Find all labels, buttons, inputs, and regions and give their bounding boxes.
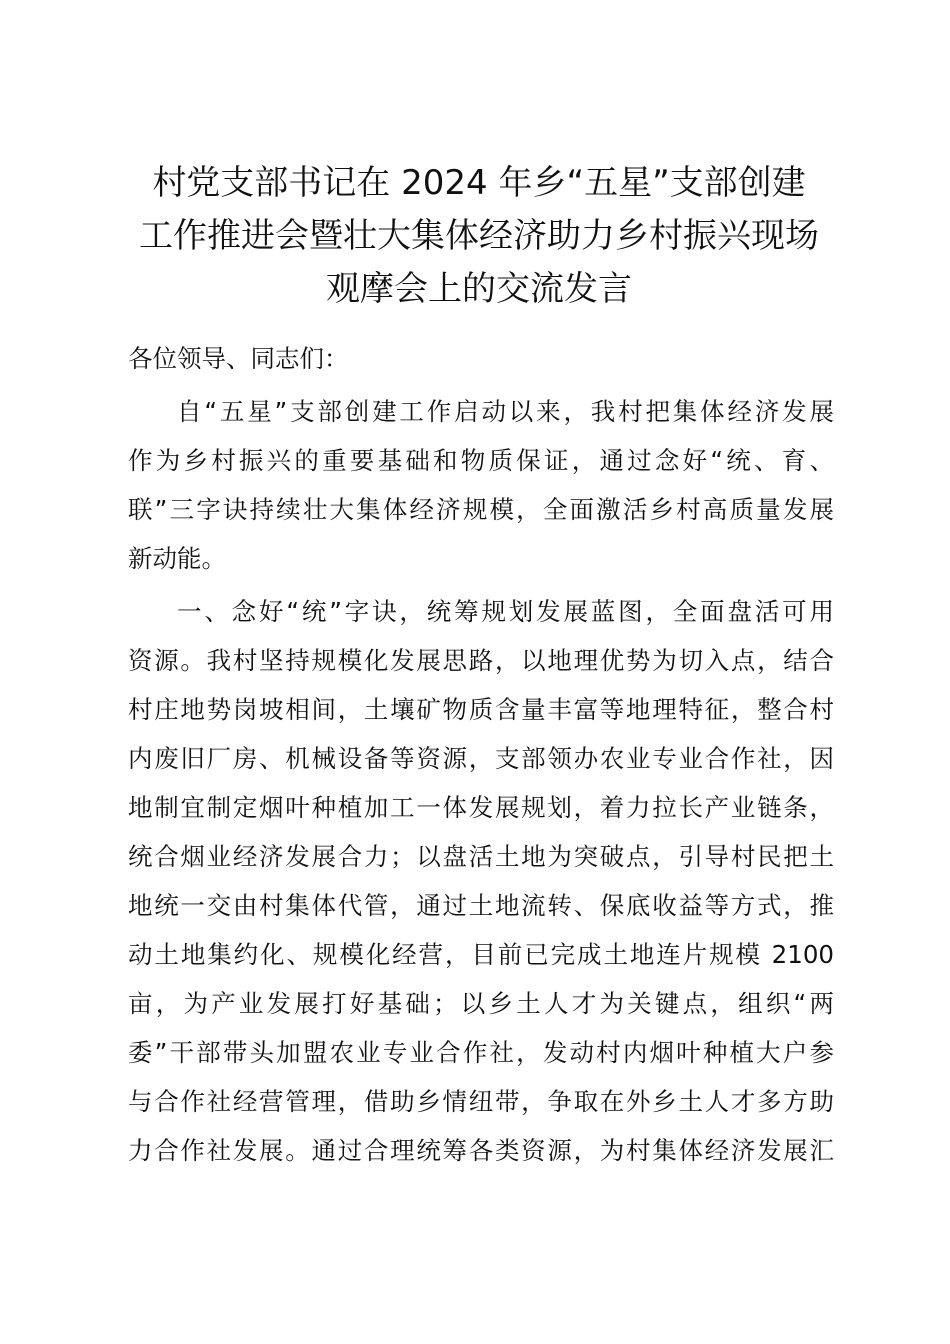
paragraph-line: 资源。我村坚持规模化发展思路，以地理优势为切入点，结合 xyxy=(128,646,834,675)
paragraph-line: 内废旧厂房、机械设备等资源，支部领办农业专业合作社，因 xyxy=(128,744,834,773)
title-line-3: 观摩会上的交流发言 xyxy=(326,269,632,309)
paragraph-line: 统合烟业经济发展合力；以盘活土地为突破点，引导村民把土 xyxy=(128,842,834,871)
paragraph-line: 地统一交由村集体代管，通过土地流转、保底收益等方式，推 xyxy=(128,891,834,920)
document-title xyxy=(120,157,838,316)
paragraph-line: 联”三字诀持续壮大集体经济规模，全面激活乡村高质量发展 xyxy=(128,495,834,524)
document-body xyxy=(128,334,834,1175)
paragraph-line: 作为乡村振兴的重要基础和物质保证，通过念好“统、育、 xyxy=(128,446,834,475)
paragraph-line: 地制宜制定烟叶种植加工一体发展规划，着力拉长产业链条， xyxy=(128,793,834,822)
paragraph-line: 一、念好“统”字诀，统筹规划发展蓝图，全面盘活可用 xyxy=(177,597,834,626)
paragraph-line: 村庄地势岗坡相间，土壤矿物质含量丰富等地理特征，整合村 xyxy=(128,695,834,724)
paragraph-line: 自“五星”支部创建工作启动以来，我村把集体经济发展 xyxy=(177,397,834,426)
title-line-1: 村党支部书记在 2024 年乡“五星”支部创建 xyxy=(152,163,806,203)
title-line-2: 工作推进会暨壮大集体经济助力乡村振兴现场 xyxy=(139,216,819,256)
paragraph-line: 新动能。 xyxy=(128,544,226,573)
paragraph-line: 与合作社经营管理，借助乡情纽带，争取在外乡土人才多方助 xyxy=(128,1087,834,1116)
paragraph-line: 委”干部带头加盟农业专业合作社，发动村内烟叶种植大户参 xyxy=(128,1038,834,1067)
paragraph-line: 力合作社发展。通过合理统筹各类资源，为村集体经济发展汇 xyxy=(128,1136,834,1165)
salutation: 各位领导、同志们： xyxy=(128,344,349,373)
paragraph-line: 动土地集约化、规模化经营，目前已完成土地连片规模 2100 xyxy=(128,940,834,969)
paragraph-1 xyxy=(128,387,834,583)
paragraph-line: 亩，为产业发展打好基础；以乡土人才为关键点，组织“两 xyxy=(128,989,834,1018)
paragraph-2 xyxy=(128,587,834,1175)
